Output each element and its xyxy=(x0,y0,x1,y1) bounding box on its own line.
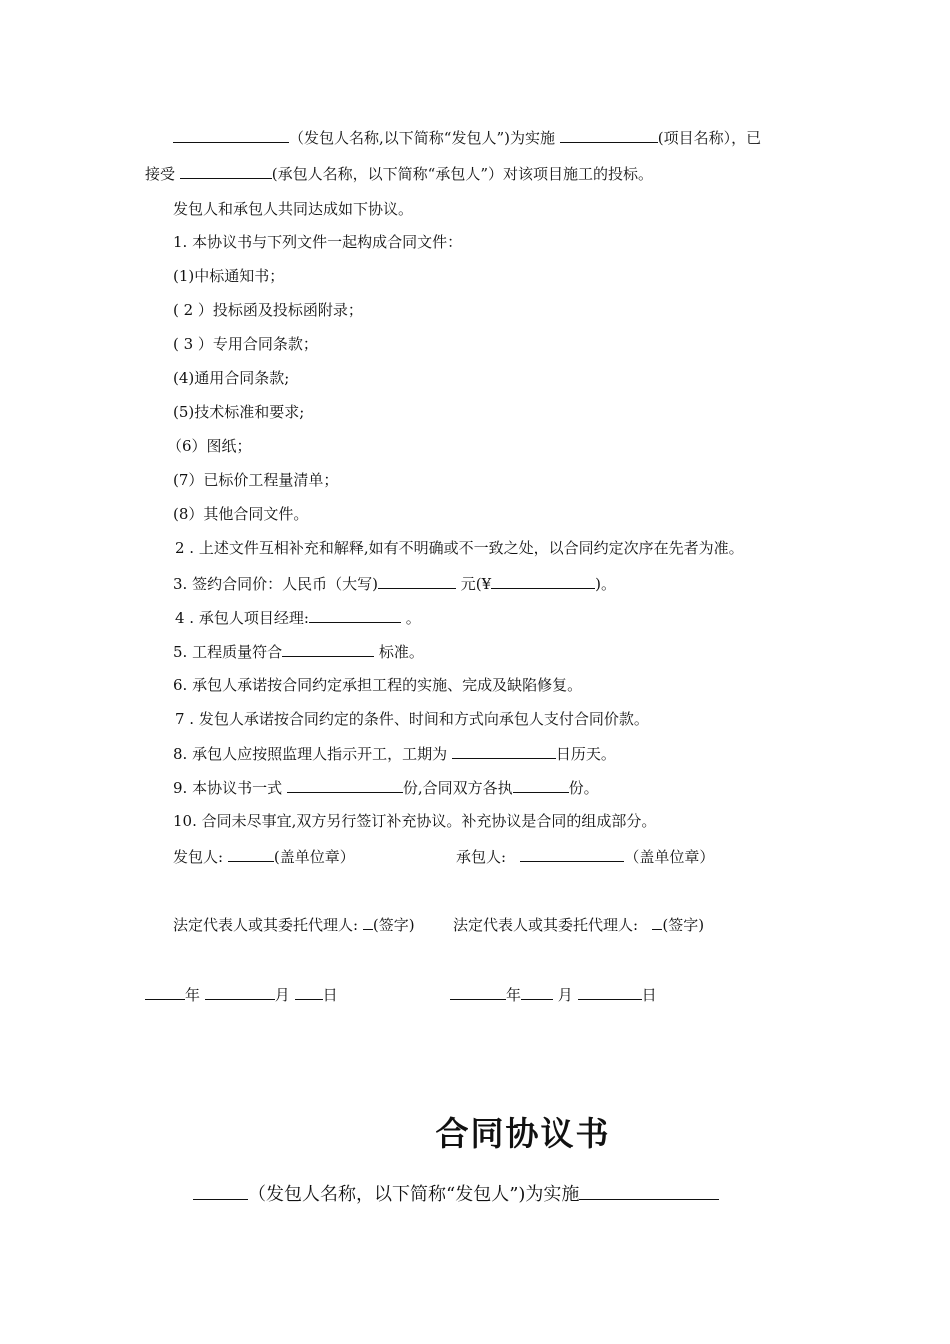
clause-10: 10. 合同未尽事宜,双方另行签订补充协议。补充协议是合同的组成部分。 xyxy=(173,812,657,830)
clause-3-text-a: 3. 签约合同价：人民币（大写) xyxy=(173,575,378,593)
agreement-intro: 发包人和承包人共同达成如下协议。 xyxy=(173,200,414,218)
clause-4-text-b: 。 xyxy=(405,609,421,627)
employer-label: 发包人: xyxy=(173,848,224,866)
employer-date-line xyxy=(145,984,338,1005)
clause-5 xyxy=(173,641,424,662)
clause-9-text-b: 份,合同双方各执 xyxy=(402,779,513,797)
preamble-text-2b: (承包人名称，以下简称“承包人”）对该项目施工的投标。 xyxy=(271,165,653,183)
contractor-rep-sign: (签字) xyxy=(662,916,705,934)
document-item-1: (1)中标通知书； xyxy=(173,267,285,285)
employer-seal-blank[interactable] xyxy=(228,846,274,862)
clause-6: 6. 承包人承诺按合同约定承担工程的实施、完成及缺陷修复。 xyxy=(173,676,583,694)
employer-rep-blank[interactable] xyxy=(363,914,373,930)
employer-seal-text: (盖单位章） xyxy=(273,848,355,866)
preamble-line-1 xyxy=(173,127,761,148)
clause-3 xyxy=(173,573,616,594)
clause-3-text-c: )。 xyxy=(595,575,616,593)
clause-4 xyxy=(175,607,421,628)
clause-9-text-a: 9. 本协议书一式 xyxy=(173,779,283,797)
page2-preamble-text: （发包人名称，以下简称“发包人”)为实施 xyxy=(248,1184,580,1205)
contract-price-words-blank[interactable] xyxy=(378,573,456,589)
document-item-3: ( 3 ）专用合同条款； xyxy=(173,335,318,353)
clause-9-text-c: 份。 xyxy=(568,779,599,797)
document-item-8: (8）其他合同文件。 xyxy=(173,505,309,523)
month-label: 月 xyxy=(274,986,290,1004)
employer-rep-label: 法定代表人或其委托代理人: xyxy=(173,916,359,934)
contractor-name-blank[interactable] xyxy=(180,163,272,179)
page-title: 合同协议书 xyxy=(435,1114,611,1153)
contractor-label: 承包人: xyxy=(456,848,507,866)
contractor-seal-blank[interactable] xyxy=(520,846,624,862)
clause-1: 1. 本协议书与下列文件一起构成合同文件： xyxy=(173,233,463,251)
copies-total-blank[interactable] xyxy=(287,777,403,793)
contractor-seal-text: （盖单位章） xyxy=(624,848,715,866)
employer-rep-line xyxy=(173,914,415,935)
contract-price-figure-blank[interactable] xyxy=(491,573,595,589)
contractor-year-blank[interactable] xyxy=(450,984,506,1000)
quality-standard-blank[interactable] xyxy=(282,641,374,657)
clause-9 xyxy=(173,777,599,798)
clause-3-text-b: 元(¥ xyxy=(460,575,492,593)
page2-employer-blank[interactable] xyxy=(193,1181,248,1200)
preamble-text-1b: (项目名称），已 xyxy=(657,129,762,147)
employer-year-blank[interactable] xyxy=(145,984,185,1000)
contractor-rep-line xyxy=(453,914,704,935)
clause-5-text-b: 标准。 xyxy=(378,643,424,661)
project-manager-blank[interactable] xyxy=(309,607,401,623)
contractor-rep-label: 法定代表人或其委托代理人: xyxy=(453,916,639,934)
document-item-4: (4)通用合同条款; xyxy=(173,369,290,387)
page2-preamble-line xyxy=(193,1181,719,1207)
employer-rep-sign: (签字) xyxy=(372,916,415,934)
day-label: 日 xyxy=(322,986,338,1004)
employer-signature-line xyxy=(173,846,355,867)
preamble-line-2 xyxy=(145,163,653,184)
document-item-7: (7）已标价工程量清单； xyxy=(173,471,339,489)
document-item-6: （6）图纸； xyxy=(167,437,252,455)
month-label: 月 xyxy=(557,986,573,1004)
clause-8 xyxy=(173,743,616,764)
employer-month-blank[interactable] xyxy=(205,984,275,1000)
clause-8-text-a: 8. 承包人应按照监理人指示开工，工期为 xyxy=(173,745,448,763)
contractor-signature-line xyxy=(456,846,714,867)
day-label: 日 xyxy=(641,986,657,1004)
clause-4-text-a: 4 . 承包人项目经理: xyxy=(175,609,309,627)
clause-8-text-b: 日历天。 xyxy=(555,745,616,763)
preamble-text-1a: （发包人名称,以下简称“发包人”)为实施 xyxy=(289,129,555,147)
copies-each-blank[interactable] xyxy=(513,777,569,793)
employer-day-blank[interactable] xyxy=(295,984,323,1000)
year-label: 年 xyxy=(185,986,201,1004)
contractor-day-blank[interactable] xyxy=(578,984,642,1000)
document-item-2: ( 2 ）投标函及投标函附录； xyxy=(173,301,363,319)
year-label: 年 xyxy=(506,986,522,1004)
clause-2: 2 . 上述文件互相补充和解释,如有不明确或不一致之处，以合同约定次序在先者为准。 xyxy=(175,539,744,557)
clause-5-text-a: 5. 工程质量符合 xyxy=(173,643,283,661)
page2-project-blank[interactable] xyxy=(579,1181,719,1200)
contractor-date-line xyxy=(450,984,657,1005)
contractor-rep-blank[interactable] xyxy=(652,914,662,930)
employer-name-blank[interactable] xyxy=(173,127,289,143)
construction-period-blank[interactable] xyxy=(452,743,556,759)
project-name-blank[interactable] xyxy=(560,127,658,143)
document-item-5: (5)技术标准和要求; xyxy=(173,403,305,421)
clause-7: 7 . 发包人承诺按合同约定的条件、时间和方式向承包人支付合同价款。 xyxy=(175,710,649,728)
preamble-text-2a: 接受 xyxy=(145,165,176,183)
contractor-month-blank[interactable] xyxy=(521,984,553,1000)
